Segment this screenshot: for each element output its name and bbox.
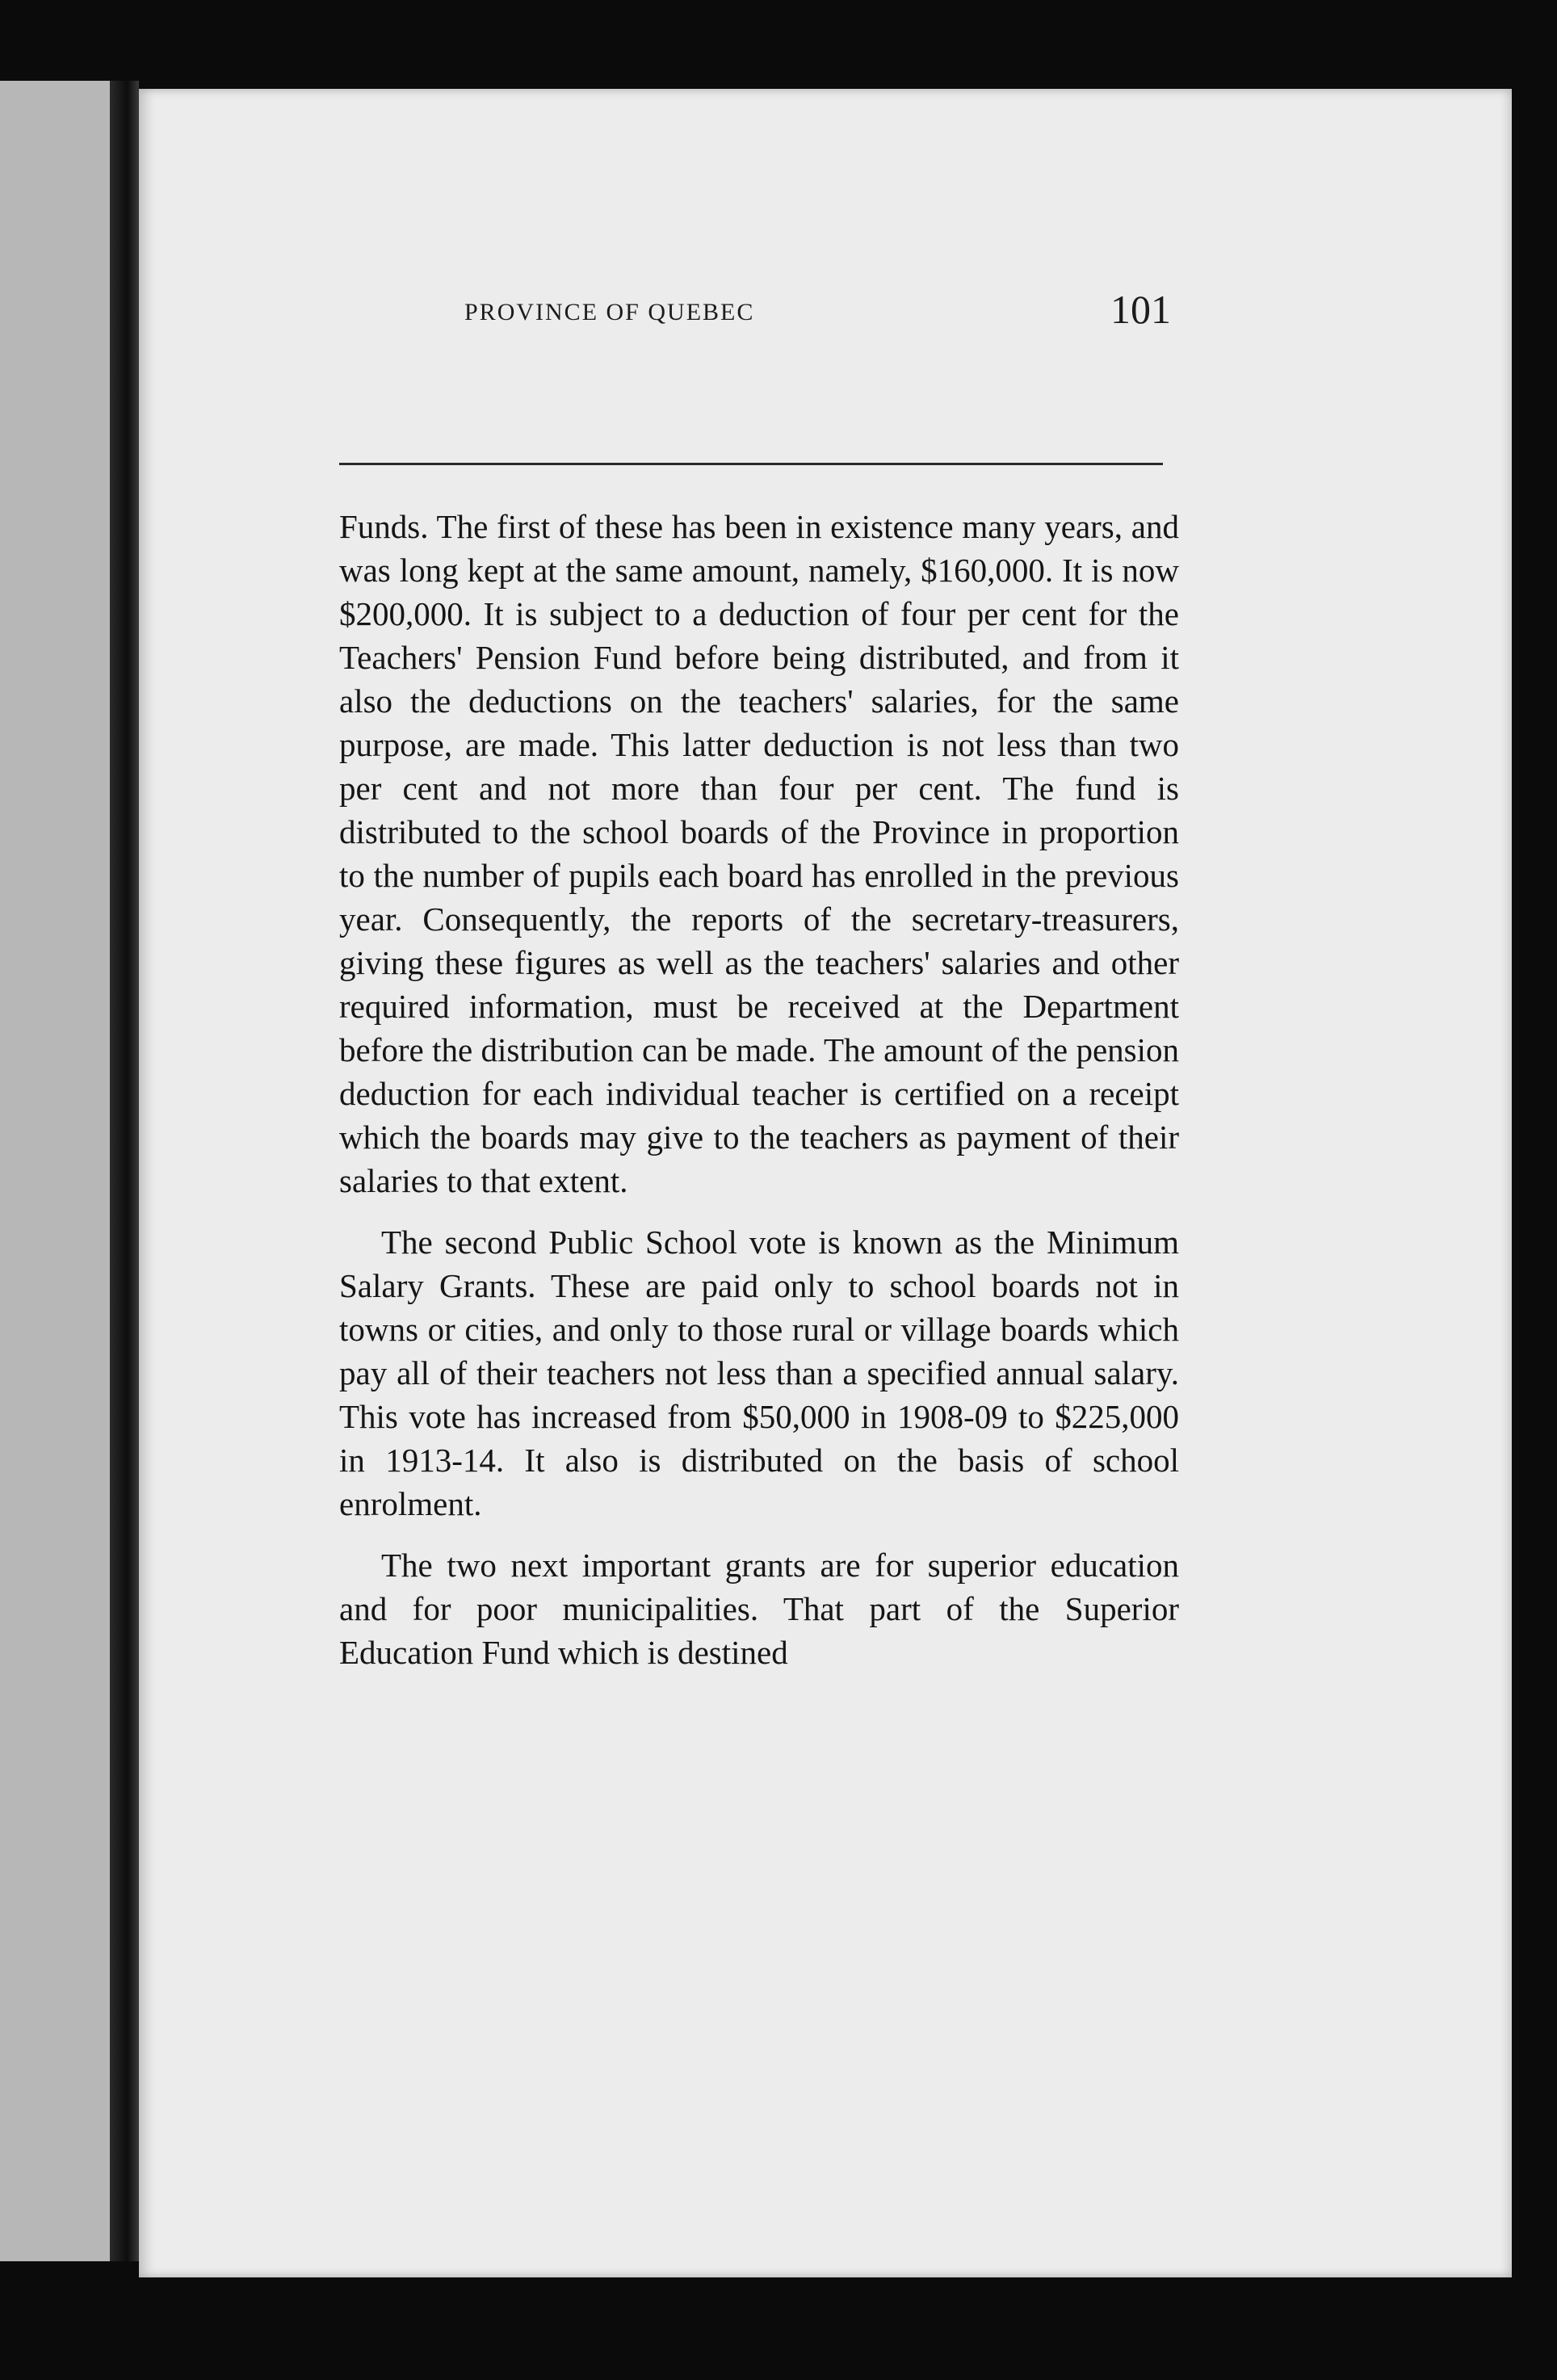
paragraph-continued: Funds. The first of these has been in existence many years, and was long kept at the same amount, namely, $160,000. It is now $200,000. It is subject to a deduction of four per cent for the Teachers' Pension Fund before being distributed, and from it also the deductions on the teachers' salaries, for the same purpose, are made. This latter deduction is not less than two per cent and not more than four per cent. The fund is distributed to the school boards of the Province in proportion to the number of pupils each board has enrolled in the previous year. Consequently, the reports of the secretary-treasurers, giving these figures as well as the teachers' salaries and other required information, must be received at the Department before the distribution can be made. The amount of the pension deduction for each individual teacher is certified on a receipt which the boards may give to the teachers as payment of their salaries to that extent. <box>339 508 1179 1199</box>
paragraph-superior-education: The two next important grants are for superior education and for poor municipalities. That part of the Superior Education Fund which is destined <box>339 1547 1179 1671</box>
adjacent-page-margin <box>0 81 115 2261</box>
page-header <box>339 283 1171 355</box>
paragraph-minimum-salary-grants: The second Public School vote is known as the Minimum Salary Grants. These are paid only to school boards not in towns or cities, and only to those rural or village boards which pay all of their teachers not less than a specified annual salary. This vote has increased from $50,000 in 1908-09 to $225,000 in 1913-14. It also is distributed on the basis of school enrolment. <box>339 1224 1179 1522</box>
header-rule <box>339 463 1163 465</box>
running-head: PROVINCE OF QUEBEC <box>464 299 755 325</box>
page-number: 101 <box>1110 287 1171 332</box>
body-text <box>339 505 1179 1674</box>
book-gutter-shadow <box>110 81 139 2261</box>
